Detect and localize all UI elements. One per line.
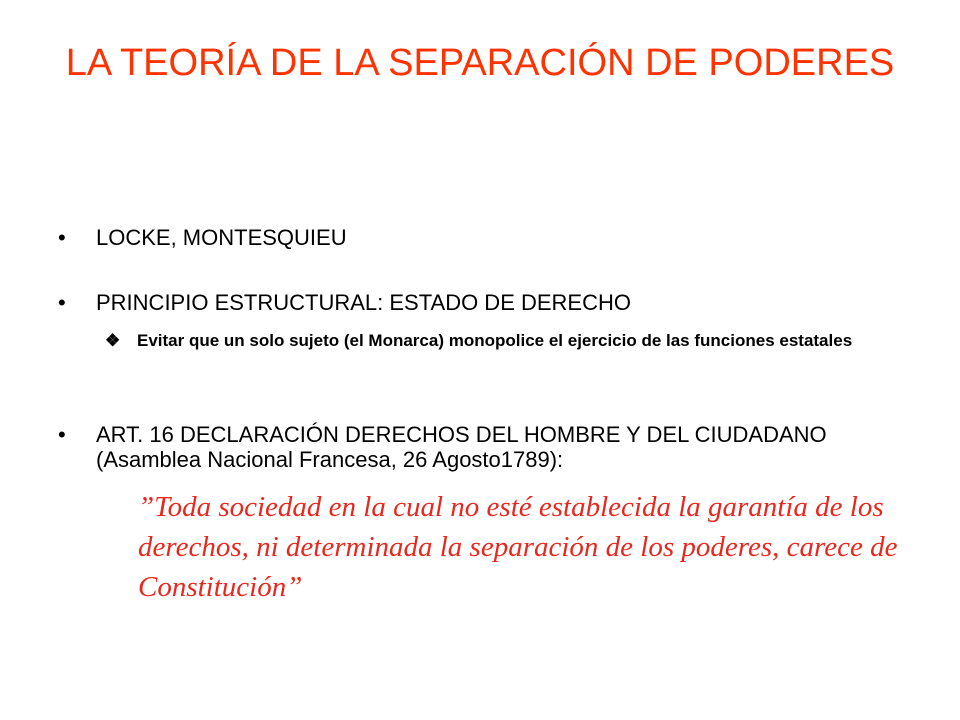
sub-bullet-text: Evitar que un solo sujeto (el Monarca) monopolice el ejercicio de las funciones estatales <box>137 331 853 350</box>
bullet-icon: • <box>58 422 66 447</box>
diamond-bullet-icon: ❖ <box>105 331 121 350</box>
slide-title: LA TEORÍA DE LA SEPARACIÓN DE PODERES <box>65 42 895 84</box>
quote-text: ”Toda sociedad en la cual no esté establecida la garantía de los derechos, ni determinada la separación de los poderes, carece de Constitución” <box>138 491 898 603</box>
bullet-text: PRINCIPIO ESTRUCTURAL: ESTADO DE DERECHO <box>96 290 631 315</box>
bullet-icon: • <box>58 225 66 250</box>
bullet-icon: • <box>58 290 66 315</box>
bullet-text: ART. 16 DECLARACIÓN DERECHOS DEL HOMBRE Y DEL CIUDADANO (Asamblea Nacional Francesa, 26 Agosto1789): <box>96 422 827 472</box>
bullet-text: LOCKE, MONTESQUIEU <box>96 225 347 250</box>
